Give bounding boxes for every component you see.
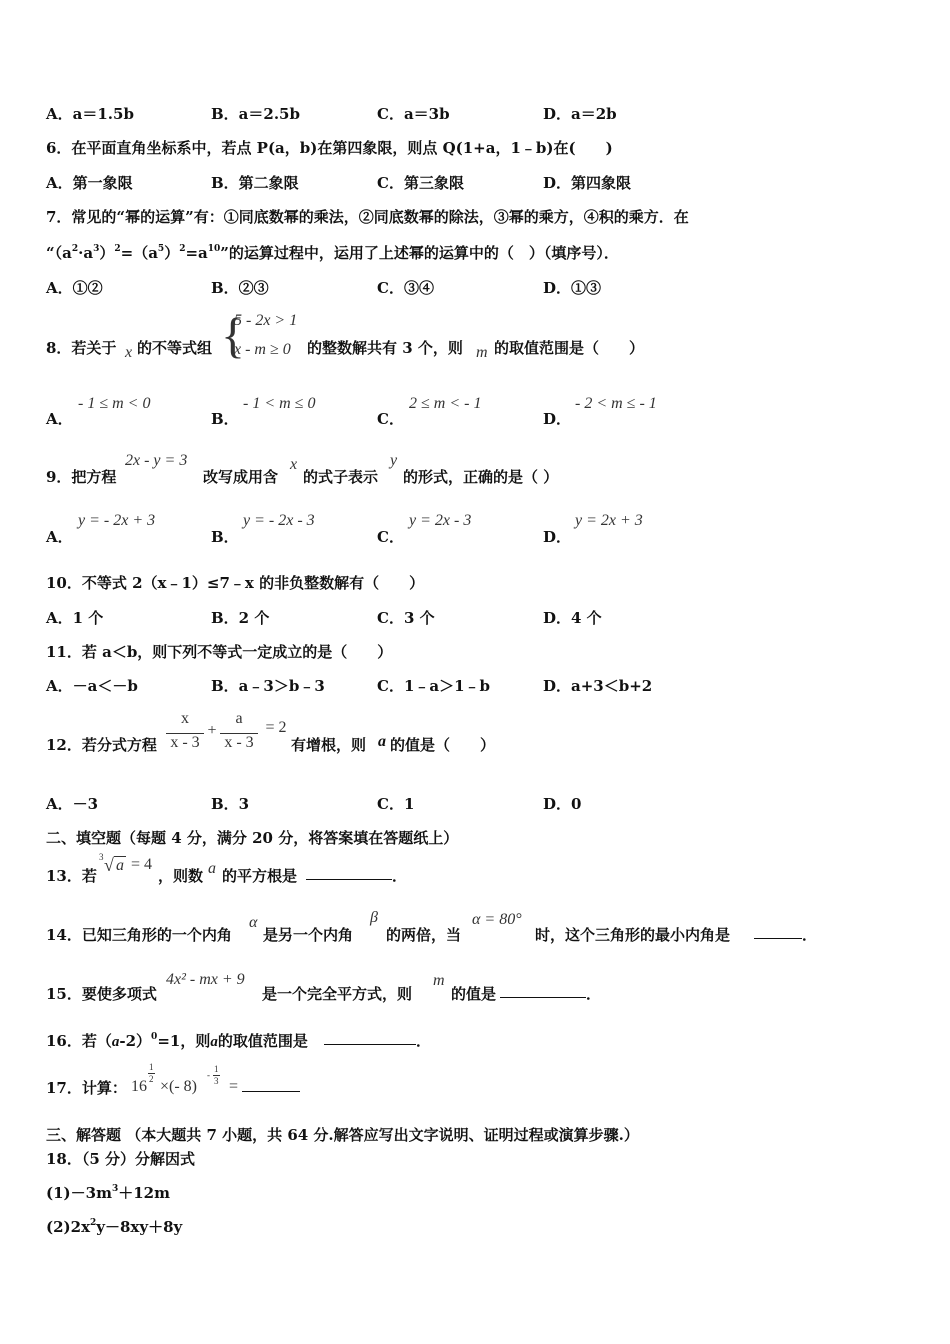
- section-3-heading: 三、解答题 （本大题共 7 小题，共 64 分.解答应写出文字说明、证明过程或演算步骤.）: [46, 1126, 639, 1144]
- q15-answer-blank[interactable]: [500, 983, 586, 998]
- q12-option-d: D．0: [543, 795, 582, 813]
- q8-option-c-letter: C．: [377, 410, 404, 428]
- q8-option-a-letter: A．: [46, 410, 73, 428]
- q6-option-d: D．第四象限: [543, 174, 632, 192]
- q10-option-c: C．3 个: [377, 609, 435, 627]
- q8-var-m: m: [476, 344, 488, 361]
- q12-frac2-numerator: a: [235, 710, 243, 727]
- q12-frac2-denominator: x - 3: [224, 734, 254, 751]
- q12-var-a: a: [378, 733, 386, 750]
- q5-option-c: C．a＝3b: [377, 105, 450, 123]
- q7-option-d: D．①③: [543, 279, 602, 297]
- q18-part-2: $(2)2x^2y-8xy+8y$: [46, 1218, 183, 1236]
- q11-option-d: D．a+3＜b+2: [543, 677, 653, 695]
- q13-radicand: a: [116, 857, 124, 874]
- q9-option-c: y = 2x - 3: [409, 512, 472, 529]
- q17-prefix: 17．计算：: [46, 1079, 127, 1097]
- q10-option-d: D．4 个: [543, 609, 602, 627]
- q15-end: ．: [586, 985, 602, 1003]
- q9-prefix: 9．把方程: [46, 468, 117, 486]
- q8-post: 的整数解共有 3 个，则: [307, 339, 463, 357]
- q14-prefix: 14．已知三角形的一个内角: [46, 926, 232, 944]
- section-2-heading: 二、填空题（每题 4 分，满分 20 分，将答案填在答题纸上）: [46, 829, 459, 847]
- q13-var-a: a: [208, 860, 216, 877]
- q9-option-b: y = - 2x - 3: [243, 512, 315, 529]
- q7-option-c: C．③④: [377, 279, 434, 297]
- q14-mid: 是另一个内角: [263, 926, 354, 944]
- q9-var-x: x: [290, 456, 298, 473]
- q10-question: 10．不等式 2（x﹣1）≤7﹣x 的非负整数解有（ ）: [46, 574, 425, 592]
- q16-answer-blank[interactable]: [324, 1030, 416, 1045]
- q14-beta: β: [370, 909, 378, 926]
- q15-polynomial: 4x² - mx + 9: [166, 971, 245, 988]
- q17-exp2-num: 1: [214, 1064, 219, 1074]
- q8-system-line1: 5 - 2x > 1: [234, 312, 298, 329]
- q14-answer-blank[interactable]: [754, 924, 802, 939]
- q17-exp1-den: 2: [149, 1074, 154, 1084]
- q8-system-brace: {: [221, 307, 245, 363]
- q6-option-a: A．第一象限: [46, 174, 133, 192]
- q11-option-a: A．－a＜－b: [46, 677, 138, 695]
- q8-option-d: - 2 < m ≤ - 1: [575, 395, 657, 412]
- q8-option-b: - 1 < m ≤ 0: [243, 395, 316, 412]
- q8-var-x: x: [125, 344, 133, 361]
- q11-option-c: C．1﹣a＞1﹣b: [377, 677, 491, 695]
- q17-exp1-num: 1: [149, 1062, 154, 1072]
- q6-option-c: C．第三象限: [377, 174, 464, 192]
- q11-option-b: B．a﹣3＞b﹣3: [211, 677, 325, 695]
- q9-equation: 2x - y = 3: [125, 452, 188, 469]
- q11-question: 11．若 a＜b，则下列不等式一定成立的是（ ）: [46, 643, 393, 661]
- q9-var-y: y: [390, 452, 398, 469]
- q18-part-1: $(1)-3m^3+12m$: [46, 1184, 170, 1202]
- q13-prefix: 13．若: [46, 867, 97, 885]
- q6-question: 6．在平面直角坐标系中，若点 P(a，b)在第四象限，则点 Q(1+a，1﹣b)在( ): [46, 139, 613, 157]
- q8-option-d-letter: D．: [543, 410, 572, 428]
- q13-equals-four: = 4: [131, 856, 153, 873]
- q15-var-m: m: [433, 972, 445, 989]
- q13-answer-blank[interactable]: [306, 865, 392, 880]
- q12-end: 的值是（ ）: [390, 736, 496, 754]
- q12-option-a: A．－3: [46, 795, 99, 813]
- q9-mid: 改写成用含: [203, 468, 279, 486]
- q5-option-d: D．a＝2b: [543, 105, 617, 123]
- q9-end: 的形式，正确的是（ ）: [403, 468, 559, 486]
- q18-title: 18．（5 分）分解因式: [46, 1150, 196, 1168]
- q10-option-b: B．2 个: [211, 609, 270, 627]
- q8-prefix: 8．若关于: [46, 339, 117, 357]
- q9-option-a: y = - 2x + 3: [78, 512, 156, 529]
- q14-condition: α = 80°: [472, 911, 522, 928]
- q15-mid: 是一个完全平方式，则: [262, 985, 413, 1003]
- q17-equals: =: [229, 1078, 239, 1095]
- q12-frac1-numerator: x: [181, 710, 189, 727]
- q9-option-d-letter: D．: [543, 528, 572, 546]
- q12-frac1-denominator: x - 3: [170, 734, 200, 751]
- q13-post: 的平方根是: [222, 867, 298, 885]
- q6-option-b: B．第二象限: [211, 174, 299, 192]
- q13-end: ．: [392, 867, 408, 885]
- q8-mid: 的不等式组: [137, 339, 213, 357]
- q8-option-b-letter: B．: [211, 410, 239, 428]
- q9-option-b-letter: B．: [211, 528, 239, 546]
- q13-root-index: 3: [99, 852, 104, 862]
- q17-exp2-den: 3: [214, 1076, 219, 1086]
- q9-option-c-letter: C．: [377, 528, 404, 546]
- q12-option-c: C．1: [377, 795, 415, 813]
- q12-equals-two: = 2: [265, 719, 287, 736]
- q8-option-a: - 1 ≤ m < 0: [78, 395, 151, 412]
- q10-option-a: A．1 个: [46, 609, 104, 627]
- q9-mid2: 的式子表示: [303, 468, 379, 486]
- q14-post: 时，这个三角形的最小内角是: [535, 926, 731, 944]
- q17-exp2-sign: -: [207, 1070, 210, 1080]
- q14-alpha: α: [249, 914, 258, 931]
- q13-mid: ，则数: [158, 867, 204, 885]
- q15-post: 的值是: [451, 985, 497, 1003]
- q17-times-part: ×(- 8): [160, 1078, 198, 1095]
- q8-system-line2: x - m ≥ 0: [234, 341, 291, 358]
- q12-plus: +: [207, 722, 217, 739]
- q12-option-b: B．3: [211, 795, 250, 813]
- q17-base: 16: [131, 1078, 147, 1095]
- q7-option-b: B．②③: [211, 279, 269, 297]
- q16-end: ．: [416, 1032, 432, 1050]
- q12-post: 有增根，则: [291, 736, 367, 754]
- q7-question-line2: “$(a^2\cdot a^3)^2=(a^5)^2=a^{10}$”的运算过程中，运用了上述幂的运算中的（ ）（填序号）．: [46, 244, 619, 262]
- q17-answer-blank[interactable]: [242, 1077, 300, 1092]
- q9-option-a-letter: A．: [46, 528, 73, 546]
- q15-prefix: 15．要使多项式: [46, 985, 157, 1003]
- q5-option-a: A．a＝1.5b: [46, 105, 134, 123]
- q7-question-line1: 7．常见的“幂的运算”有：①同底数幂的乘法，②同底数幂的除法，③幂的乘方，④积的乘方．在: [46, 208, 689, 226]
- q7-option-a: A．①②: [46, 279, 103, 297]
- q16-question: 16．若$(a-2)^0=1$，则a的取值范围是: [46, 1032, 308, 1050]
- q13-radical-sign: √: [104, 855, 114, 875]
- q8-end: 的取值范围是（ ）: [494, 339, 645, 357]
- q9-option-d: y = 2x + 3: [575, 512, 643, 529]
- q8-option-c: 2 ≤ m < - 1: [409, 395, 482, 412]
- q12-prefix: 12．若分式方程: [46, 736, 157, 754]
- q14-mid2: 的两倍，当: [386, 926, 462, 944]
- q14-end: ．: [802, 926, 818, 944]
- q5-option-b: B．a＝2.5b: [211, 105, 300, 123]
